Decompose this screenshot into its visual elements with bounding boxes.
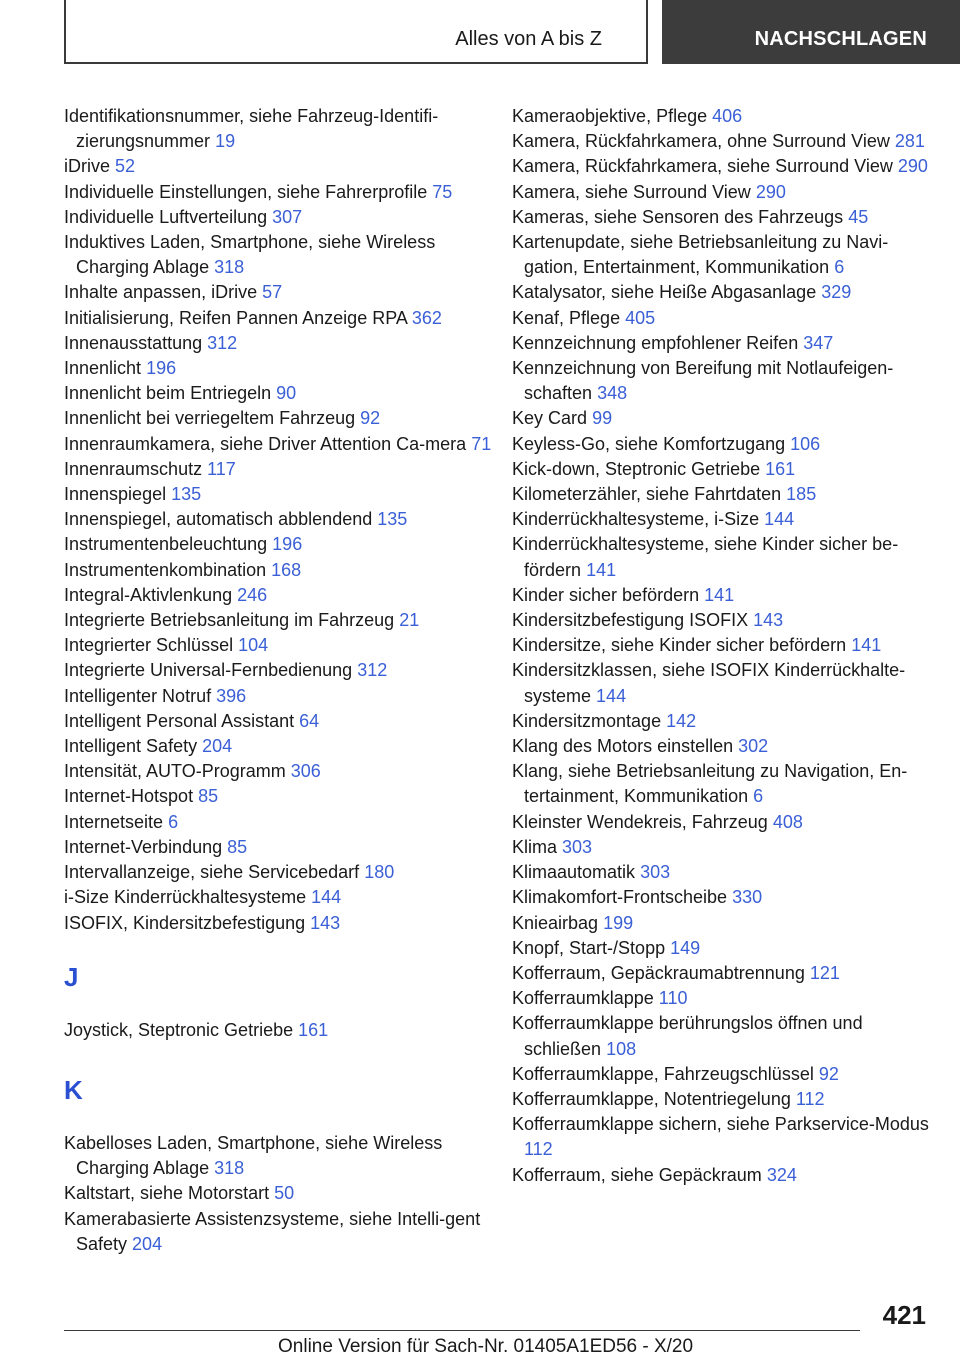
- index-page-link[interactable]: 6: [753, 786, 764, 807]
- index-page-link[interactable]: 92: [360, 408, 381, 429]
- index-entry-text: Key Card: [512, 408, 588, 429]
- index-page-link[interactable]: 141: [704, 584, 735, 605]
- index-page-link[interactable]: 143: [753, 610, 784, 631]
- index-page-link[interactable]: 144: [311, 887, 342, 908]
- index-entry-text: Intervallanzeige, siehe Servicebedarf: [64, 862, 360, 883]
- index-page-link[interactable]: 348: [597, 383, 628, 404]
- index-page-link[interactable]: 330: [732, 887, 763, 908]
- index-page-link[interactable]: 108: [606, 1038, 637, 1059]
- index-entry: [64, 507, 494, 532]
- index-page-link[interactable]: 19: [215, 131, 236, 152]
- index-entry-text: Kinderrückhaltesysteme, siehe Kinder sicher be‐fördern: [512, 534, 899, 580]
- index-entry-text: Integrierte Universal-Fernbedienung: [64, 660, 353, 681]
- index-entry-text: Kick-down, Steptronic Getriebe: [512, 458, 761, 479]
- index-page-link[interactable]: 290: [755, 181, 786, 202]
- index-entry: [512, 1112, 932, 1162]
- index-page-link[interactable]: 180: [364, 862, 395, 883]
- index-page-link[interactable]: 144: [596, 685, 627, 706]
- index-entry: [512, 835, 932, 860]
- index-entry: [64, 608, 494, 633]
- index-entry-text: Knopf, Start-/Stopp: [512, 937, 666, 958]
- index-entry-text: Innenraumkamera, siehe Driver Attention Ca‐mera: [64, 433, 467, 454]
- index-page-link[interactable]: 85: [198, 786, 219, 807]
- index-page-link[interactable]: 329: [821, 282, 852, 303]
- index-page-link[interactable]: 196: [272, 534, 303, 555]
- index-page-link[interactable]: 144: [764, 509, 795, 530]
- index-entry: [64, 180, 494, 205]
- index-page-link[interactable]: 6: [168, 811, 179, 832]
- index-entry-text: Innenlicht bei verriegeltem Fahrzeug: [64, 408, 356, 429]
- index-entry: [512, 658, 932, 708]
- index-column-left: [64, 104, 494, 1257]
- index-entry: [64, 1207, 494, 1257]
- index-entry: [512, 532, 932, 582]
- index-page-link[interactable]: 57: [262, 282, 283, 303]
- index-entry: [64, 1131, 494, 1181]
- index-entry-text: Integrierte Betriebsanleitung im Fahrzeug: [64, 610, 395, 631]
- index-entry-text: Individuelle Einstellungen, siehe Fahrerprofile: [64, 181, 428, 202]
- index-entry: [64, 784, 494, 809]
- index-entry-text: Instrumentenkombination: [64, 559, 267, 580]
- index-entry-text: Intensität, AUTO-Programm: [64, 761, 286, 782]
- index-page-link[interactable]: 50: [274, 1183, 295, 1204]
- index-page-link[interactable]: 406: [712, 106, 743, 126]
- index-page-link[interactable]: 112: [795, 1088, 825, 1109]
- index-entry-text: Individuelle Luftverteilung: [64, 206, 268, 227]
- index-entry: [64, 583, 494, 608]
- index-page-link[interactable]: 135: [171, 484, 202, 505]
- index-entry-text: Innenspiegel, automatisch abblendend: [64, 509, 373, 530]
- index-entry: [512, 1163, 932, 1188]
- index-page-link[interactable]: 246: [237, 584, 268, 605]
- index-entry: [64, 810, 494, 835]
- index-entry: [512, 860, 932, 885]
- index-entry: [512, 709, 932, 734]
- index-entry: [512, 280, 932, 305]
- index-entry-text: Initialisierung, Reifen Pannen Anzeige RPA: [64, 307, 407, 328]
- index-page-link[interactable]: 106: [790, 433, 821, 454]
- index-entry: [64, 205, 494, 230]
- index-page-link[interactable]: 142: [666, 710, 697, 731]
- page-number: 421: [882, 1300, 926, 1330]
- index-entry: [64, 734, 494, 759]
- index-page-link[interactable]: 121: [809, 962, 840, 983]
- index-entry-text: Kamera, Rückfahrkamera, siehe Surround View: [512, 156, 893, 177]
- index-column-right: [512, 104, 932, 1188]
- index-entry-text: Kamera, Rückfahrkamera, ohne Surround View: [512, 131, 890, 152]
- index-entry: [512, 1087, 932, 1112]
- index-entry: [512, 911, 932, 936]
- index-entry: [512, 406, 932, 431]
- index-entry: [64, 482, 494, 507]
- index-entry: [512, 154, 932, 179]
- index-entry-text: Kofferraumklappe, Fahrzeugschlüssel: [512, 1063, 814, 1084]
- index-entry-text: Kofferraumklappe: [512, 988, 654, 1009]
- index-page-link[interactable]: 168: [271, 559, 302, 580]
- index-entry-text: Kameras, siehe Sensoren des Fahrzeugs: [512, 206, 844, 227]
- index-page-link[interactable]: 75: [432, 181, 453, 202]
- index-entry: [512, 1062, 932, 1087]
- index-entry-text: Klimakomfort-Frontscheibe: [512, 887, 728, 908]
- index-page-link[interactable]: 21: [399, 610, 420, 631]
- index-entry-text: Katalysator, siehe Heiße Abgasanlage: [512, 282, 817, 303]
- index-entry-text: Kofferraum, Gepäckraumabtrennung: [512, 962, 805, 983]
- header-section-box: [64, 0, 648, 64]
- index-entry: [512, 507, 932, 532]
- index-entry: [64, 280, 494, 305]
- index-page-link[interactable]: 307: [272, 206, 303, 227]
- index-entry-text: Klang, siehe Betriebsanleitung zu Navigation, En‐tertainment, Kommunikation: [512, 761, 908, 807]
- index-entry: [512, 734, 932, 759]
- index-entry-text: Keyless-Go, siehe Komfortzugang: [512, 433, 786, 454]
- index-entry-text: Kindersitzmontage: [512, 710, 662, 731]
- index-entry: [512, 633, 932, 658]
- index-letter-heading: K: [64, 1074, 83, 1105]
- index-page-link[interactable]: 52: [115, 156, 136, 177]
- index-entry: [64, 1181, 494, 1206]
- index-page-link[interactable]: 312: [207, 332, 238, 353]
- index-entry-text: Kennzeichnung von Bereifung mit Notlaufeigen‐schaften: [512, 358, 894, 404]
- header-section-title: Alles von A bis Z: [455, 28, 602, 50]
- index-entry-text: Kartenupdate, siehe Betriebsanleitung zu Navi‐gation, Entertainment, Kommunikation: [512, 232, 889, 278]
- index-page-link[interactable]: 161: [765, 458, 796, 479]
- index-page-link[interactable]: 306: [290, 761, 321, 782]
- index-page-link[interactable]: 204: [202, 736, 233, 757]
- index-entry: [512, 986, 932, 1011]
- index-entry: [512, 583, 932, 608]
- index-entry-text: Intelligent Personal Assistant: [64, 710, 295, 731]
- index-entry: [64, 911, 494, 936]
- index-entry: [64, 860, 494, 885]
- index-entry: [512, 961, 932, 986]
- index-page-link[interactable]: 117: [207, 458, 236, 479]
- index-page-link[interactable]: 318: [214, 257, 245, 278]
- index-entry-text: Kofferraumklappe berührungslos öffnen und schließen: [512, 1013, 863, 1059]
- index-page-link[interactable]: 324: [766, 1164, 797, 1185]
- index-entry-text: Innenspiegel: [64, 484, 167, 505]
- index-entry-text: Kinder sicher befördern: [512, 584, 700, 605]
- index-page-link[interactable]: 112: [524, 1139, 553, 1160]
- index-page-link[interactable]: 185: [786, 484, 817, 505]
- index-entry: [512, 936, 932, 961]
- index-entry: [64, 406, 494, 431]
- index-page-link[interactable]: 135: [377, 509, 408, 530]
- index-entry-text: Instrumentenbeleuchtung: [64, 534, 268, 555]
- index-entry: [64, 532, 494, 557]
- index-page-link[interactable]: 64: [299, 710, 320, 731]
- index-entry: [64, 104, 494, 154]
- index-entry: [512, 104, 932, 129]
- index-entry: [64, 633, 494, 658]
- index-entry: [512, 356, 932, 406]
- index-entry: [512, 457, 932, 482]
- index-entry: [64, 432, 494, 457]
- index-entry-text: Kofferraumklappe, Notentriegelung: [512, 1088, 791, 1109]
- index-entry-text: Kamera, siehe Surround View: [512, 181, 751, 202]
- index-entry-text: Kleinster Wendekreis, Fahrzeug: [512, 811, 768, 832]
- index-page-link[interactable]: 303: [640, 862, 671, 883]
- index-page-link[interactable]: 71: [471, 433, 492, 454]
- index-page-link[interactable]: 196: [146, 358, 177, 379]
- index-page-link[interactable]: 99: [592, 408, 613, 429]
- index-page-link[interactable]: 90: [276, 383, 297, 404]
- index-page-link[interactable]: 104: [238, 635, 269, 656]
- index-entry: [512, 1011, 932, 1061]
- index-page-link[interactable]: 85: [227, 836, 248, 857]
- footer-version-text: Online Version für Sach-Nr. 01405A1ED56 - X/20: [278, 1336, 694, 1357]
- index-entry-text: Internet-Verbindung: [64, 836, 223, 857]
- index-page-link[interactable]: 347: [803, 332, 834, 353]
- index-page-link[interactable]: 141: [586, 559, 617, 580]
- index-entry-text: Kofferraum, siehe Gepäckraum: [512, 1164, 762, 1185]
- index-entry-text: Kabelloses Laden, Smartphone, siehe Wireless Charging Ablage: [64, 1132, 443, 1179]
- index-entry-text: Klima: [512, 836, 558, 857]
- index-page-link[interactable]: 161: [298, 1019, 329, 1040]
- index-entry-text: Innenraumschutz: [64, 458, 203, 479]
- index-entry-text: Innenlicht beim Entriegeln: [64, 383, 272, 404]
- index-entry: [512, 230, 932, 280]
- index-page-link[interactable]: 396: [216, 685, 247, 706]
- index-entry-text: Kenaf, Pflege: [512, 307, 621, 328]
- index-entry: [512, 759, 932, 809]
- index-entry: [64, 306, 494, 331]
- index-entry: [512, 306, 932, 331]
- index-page-link[interactable]: 405: [625, 307, 656, 328]
- index-entry-text: Kindersitzbefestigung ISOFIX: [512, 610, 749, 631]
- index-entry-text: Kinderrückhaltesysteme, i-Size: [512, 509, 760, 530]
- index-entry-text: Klang des Motors einstellen: [512, 736, 734, 757]
- index-entry-text: Kindersitzklassen, siehe ISOFIX Kinderrückhalte‐systeme: [512, 660, 906, 706]
- index-entry: [64, 230, 494, 280]
- index-entry: [512, 331, 932, 356]
- index-entry: [512, 180, 932, 205]
- index-entry: [64, 154, 494, 179]
- header-tab-label: NACHSCHLAGEN: [754, 28, 927, 50]
- index-entry-text: Identifikationsnummer, siehe Fahrzeug-Identifi‐zierungsnummer: [64, 106, 439, 152]
- index-entry: [64, 759, 494, 784]
- index-entry-text: ISOFIX, Kindersitzbefestigung: [64, 912, 306, 933]
- index-entry-text: Internet-Hotspot: [64, 786, 194, 807]
- index-page-link[interactable]: 290: [897, 156, 928, 177]
- index-entry: [64, 658, 494, 683]
- index-page-link[interactable]: 92: [818, 1063, 839, 1084]
- index-entry: [64, 331, 494, 356]
- index-entry: [64, 835, 494, 860]
- index-entry-text: iDrive: [64, 156, 111, 177]
- index-entry-text: Klimaautomatik: [512, 862, 636, 883]
- index-entry-text: Kamerabasierte Assistenzsysteme, siehe Intelli‐gent Safety: [64, 1208, 481, 1254]
- index-entry-text: Kofferraumklappe sichern, siehe Parkservice-Modus: [512, 1114, 929, 1135]
- index-entry: [512, 810, 932, 835]
- index-page-link[interactable]: 110: [658, 988, 688, 1009]
- index-entry-text: Induktives Laden, Smartphone, siehe Wireless Charging Ablage: [64, 232, 436, 278]
- index-entry: [64, 381, 494, 406]
- index-page-link[interactable]: 318: [214, 1158, 245, 1179]
- index-entry-text: Inhalte anpassen, iDrive: [64, 282, 258, 303]
- index-entry-text: Integrierter Schlüssel: [64, 635, 234, 656]
- index-page-link[interactable]: 199: [603, 912, 634, 933]
- index-entry-text: Intelligent Safety: [64, 736, 198, 757]
- index-entry: [64, 709, 494, 734]
- index-page-link[interactable]: 45: [848, 206, 869, 227]
- index-entry-text: Kennzeichnung empfohlener Reifen: [512, 332, 799, 353]
- index-entry: [64, 356, 494, 381]
- index-entry-text: Joystick, Steptronic Getriebe: [64, 1019, 294, 1040]
- index-letter-heading: J: [64, 961, 79, 992]
- index-page-link[interactable]: 281: [894, 131, 925, 152]
- index-entry-text: Integral-Aktivlenkung: [64, 584, 233, 605]
- index-page-link[interactable]: 312: [357, 660, 388, 681]
- footer-divider: [64, 1330, 860, 1331]
- index-entry-text: Kilometerzähler, siehe Fahrtdaten: [512, 484, 782, 505]
- index-entry: [64, 684, 494, 709]
- index-entry: [512, 205, 932, 230]
- index-entry: [64, 558, 494, 583]
- index-page-link[interactable]: 143: [310, 912, 341, 933]
- index-entry-text: Internetseite: [64, 811, 164, 832]
- header-tab: [662, 0, 960, 64]
- index-entry: [64, 457, 494, 482]
- index-entry-text: Kindersitze, siehe Kinder sicher befördern: [512, 635, 847, 656]
- index-entry-text: Innenausstattung: [64, 332, 203, 353]
- index-entry: [512, 432, 932, 457]
- index-page-link[interactable]: 408: [772, 811, 803, 832]
- index-entry-text: Knieairbag: [512, 912, 599, 933]
- index-entry-text: Kaltstart, siehe Motorstart: [64, 1183, 270, 1204]
- index-page-link[interactable]: 302: [738, 736, 769, 757]
- index-entry: [512, 608, 932, 633]
- index-entry: [512, 129, 932, 154]
- index-page-link[interactable]: 141: [851, 635, 882, 656]
- index-entry-text: Innenlicht: [64, 358, 142, 379]
- index-page-link[interactable]: 6: [834, 257, 845, 278]
- index-entry-text: i-Size Kinderrückhaltesysteme: [64, 887, 307, 908]
- index-page-link[interactable]: 149: [670, 937, 701, 958]
- index-entry-text: Intelligenter Notruf: [64, 685, 212, 706]
- index-entry: [512, 885, 932, 910]
- index-entry-text: Kameraobjektive, Pflege: [512, 106, 708, 126]
- index-entry: [64, 1018, 494, 1043]
- index-page-link[interactable]: 303: [562, 836, 593, 857]
- index-page-link[interactable]: 204: [132, 1233, 163, 1254]
- index-entry: [512, 482, 932, 507]
- index-entry: [64, 885, 494, 910]
- index-page-link[interactable]: 362: [411, 307, 442, 328]
